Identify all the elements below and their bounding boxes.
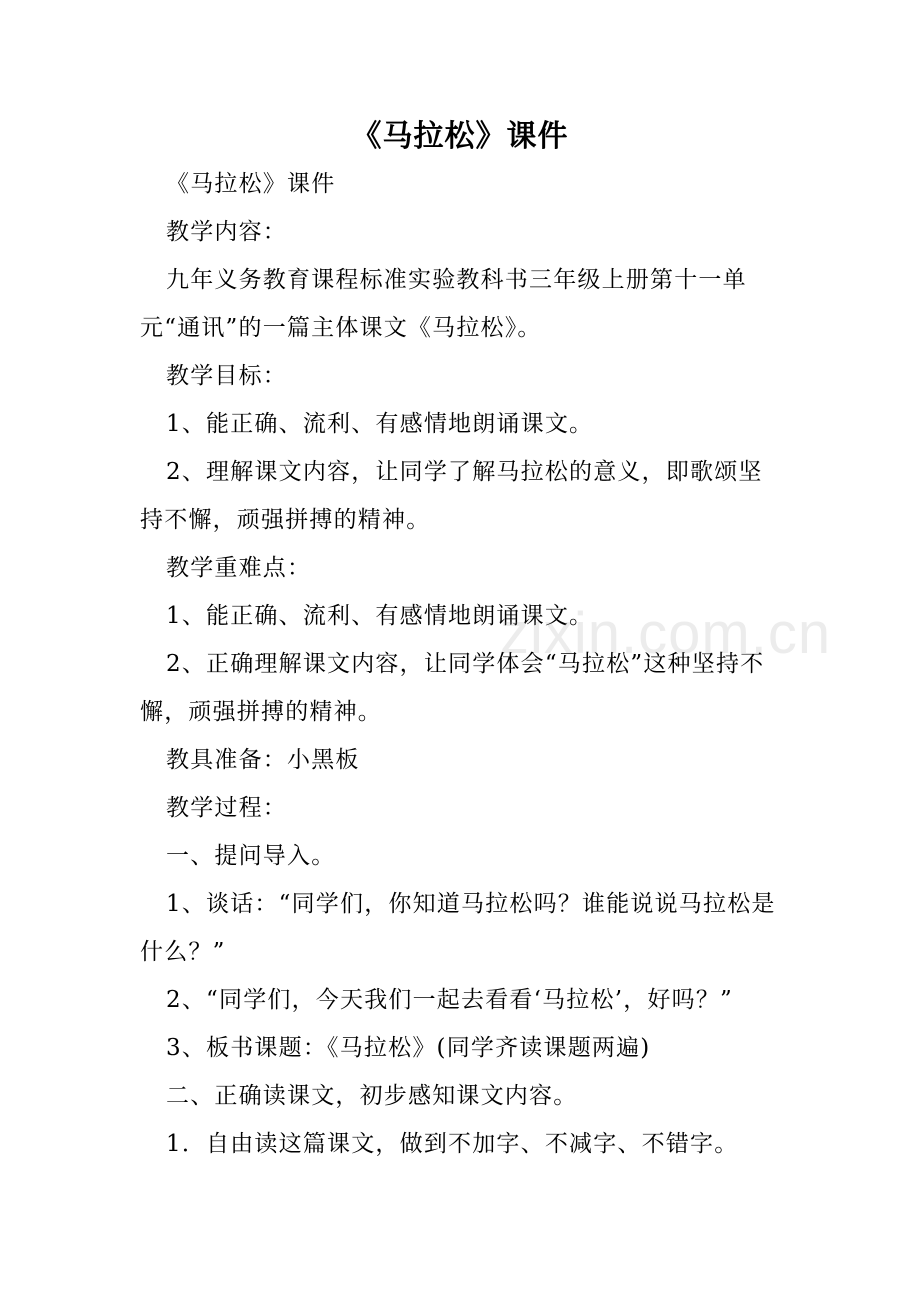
paragraph: 1、谈话：“同学们，你知道马拉松吗？谁能说说马拉松是什么？” — [140, 891, 776, 965]
paragraph: 教学重难点： — [166, 555, 312, 581]
watermark: zixin.com.cn — [500, 601, 832, 666]
paragraph: 教学过程： — [166, 795, 287, 821]
paragraph: 二、正确读课文，初步感知课文内容。 — [166, 1083, 578, 1109]
paragraph: 《马拉松》课件 — [166, 171, 336, 197]
paragraph: 一、提问导入。 — [166, 843, 336, 869]
paragraph: 2、“同学们，今天我们一起去看看‘马拉松’，好吗？” — [166, 987, 733, 1013]
paragraph: 1、能正确、流利、有感情地朗诵课文。 — [166, 411, 594, 437]
paragraph: 教学内容： — [166, 219, 287, 245]
paragraph: 2、正确理解课文内容，让同学体会“马拉松”这种坚持不懈，顽强拼搏的精神。 — [140, 651, 765, 725]
paragraph: 1、能正确、流利、有感情地朗诵课文。 — [166, 603, 594, 629]
paragraph: 教学目标： — [166, 363, 287, 389]
paragraph: 3、板书课题：《马拉松》(同学齐读课题两遍) — [166, 1035, 651, 1061]
paragraph: 九年义务教育课程标准实验教科书三年级上册第十一单元“通讯”的一篇主体课文《马拉松》。 — [140, 267, 747, 341]
paragraph: 1．自由读这篇课文，做到不加字、不减字、不错字。 — [166, 1131, 739, 1157]
paragraph: 教具准备：小黑板 — [166, 747, 360, 773]
paragraph: 2、理解课文内容，让同学了解马拉松的意义，即歌颂坚持不懈，顽强拼搏的精神。 — [140, 459, 763, 533]
document-title: 《马拉松》课件 — [351, 119, 569, 154]
